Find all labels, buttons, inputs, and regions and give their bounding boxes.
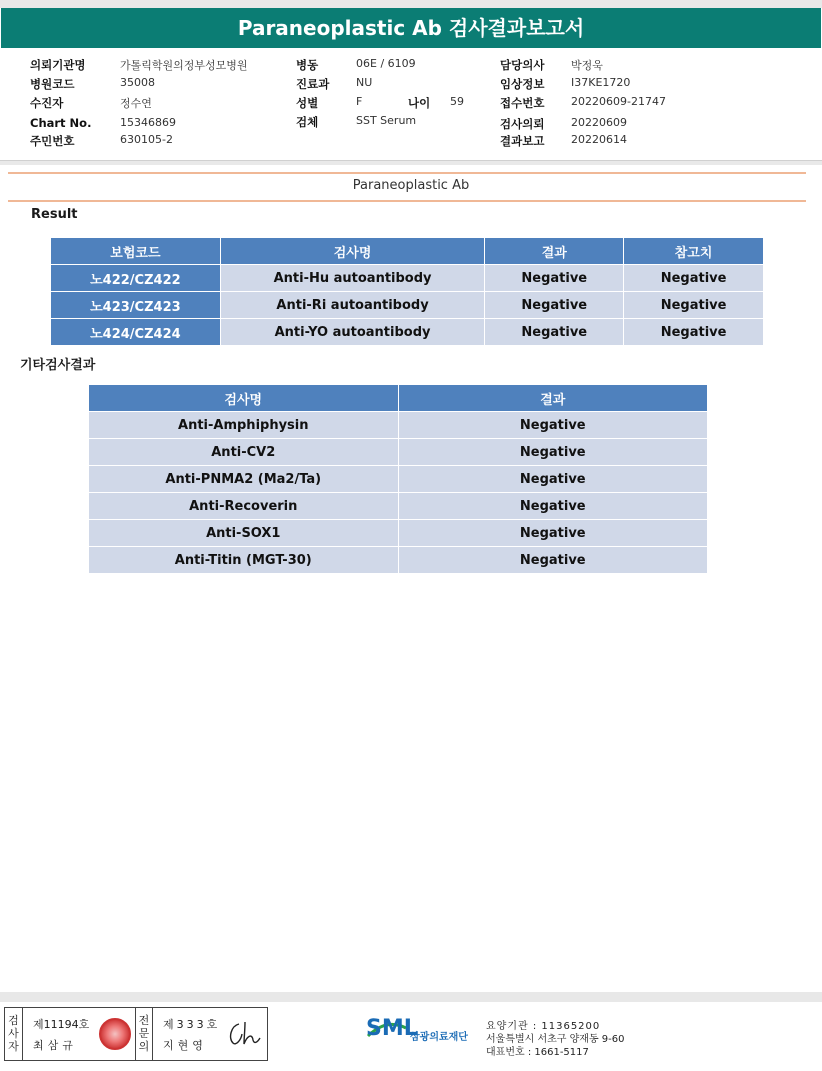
hosp-code-label: 병원코드 [30, 77, 75, 91]
test-result: Negative [398, 547, 707, 574]
clinical-value: I37KE1720 [571, 76, 631, 89]
signature-box [4, 1007, 268, 1061]
clinical-label: 임상정보 [500, 77, 545, 91]
examinee-value: 정수연 [120, 97, 152, 110]
test-result: Negative [398, 412, 707, 439]
reference-value: Negative [624, 265, 764, 292]
hospital-label: 의뢰기관명 [30, 58, 86, 72]
age-value: 59 [450, 95, 464, 108]
test-result: Negative [485, 319, 624, 346]
bottom-strip [0, 992, 822, 1002]
table-row [51, 292, 764, 319]
reference-value: Negative [624, 292, 764, 319]
test-result: Negative [398, 493, 707, 520]
report-value: 20220614 [571, 133, 627, 146]
test-result: Negative [485, 292, 624, 319]
test-name: Anti-YO autoantibody [220, 319, 485, 346]
sex-label: 성별 [296, 96, 319, 110]
table-row [89, 547, 708, 574]
ward-label: 병동 [296, 58, 319, 72]
resident-label: 주민번호 [30, 134, 75, 148]
resident-value: 630105-2 [120, 133, 173, 146]
request-value: 20220609 [571, 116, 627, 129]
request-label: 검사의뢰 [500, 117, 545, 131]
header-test-name: 검사명 [220, 238, 485, 265]
reference-value: Negative [624, 319, 764, 346]
insurance-code: 노424/CZ424 [51, 319, 221, 346]
chart-value: 15346869 [120, 116, 176, 129]
table-row [89, 493, 708, 520]
receipt-value: 20220609-21747 [571, 95, 666, 108]
chart-label: Chart No. [30, 116, 92, 130]
provider-code: 요양기관 : 11365200 [486, 1021, 601, 1032]
header-result: 결과 [485, 238, 624, 265]
sml-logo-text: SML [366, 1016, 418, 1041]
header-reference: 참고치 [624, 238, 764, 265]
specialist-number: 제333호 [163, 1018, 221, 1031]
test-name: Anti-SOX1 [89, 520, 399, 547]
table-row [51, 265, 764, 292]
header-test-name: 검사명 [89, 385, 399, 412]
test-name: Anti-Hu autoantibody [220, 265, 485, 292]
insurance-code: 노423/CZ423 [51, 292, 221, 319]
table-row [89, 520, 708, 547]
doctor-label: 담당의사 [500, 58, 545, 72]
top-strip [0, 0, 822, 8]
table-row [89, 412, 708, 439]
section-line-top [8, 172, 806, 174]
test-result: Negative [485, 265, 624, 292]
hosp-code-value: 35008 [120, 76, 155, 89]
table-row [89, 466, 708, 493]
inspector-name: 최삼규 [33, 1039, 77, 1052]
test-name: Anti-Recoverin [89, 493, 399, 520]
signature-icon [225, 1018, 263, 1050]
foundation-name: 삼광의료재단 [410, 1032, 468, 1043]
table-row [51, 319, 764, 346]
dept-value: NU [356, 76, 373, 89]
section-title: Paraneoplastic Ab [352, 178, 470, 193]
test-result: Negative [398, 439, 707, 466]
test-result: Negative [398, 520, 707, 547]
table-row [89, 439, 708, 466]
section-line-bottom [8, 200, 806, 202]
info-divider [0, 160, 822, 165]
test-name: Anti-Titin (MGT-30) [89, 547, 399, 574]
examinee-label: 수진자 [30, 96, 64, 110]
dept-label: 진료과 [296, 77, 330, 91]
report-title: Paraneoplastic Ab 검사결과보고서 [1, 8, 821, 48]
specimen-label: 검체 [296, 115, 319, 129]
ward-value: 06E / 6109 [356, 57, 416, 70]
inspector-number: 제11194호 [33, 1018, 90, 1031]
result-table [50, 237, 764, 346]
sex-value: F [356, 95, 363, 108]
receipt-label: 접수번호 [500, 96, 545, 110]
result-heading: Result [31, 207, 78, 222]
specimen-value: SST Serum [356, 114, 417, 127]
test-name: Anti-CV2 [89, 439, 399, 466]
doctor-value: 박정욱 [571, 59, 603, 72]
inspector-label: 검사자 [5, 1008, 23, 1060]
other-results-heading: 기타검사결과 [20, 358, 96, 373]
specialist-label: 전문의 [135, 1008, 153, 1060]
header-code: 보험코드 [51, 238, 221, 265]
foundation-address: 서울특별시 서초구 양재동 9-60 [486, 1034, 625, 1045]
phone-number: 대표번호 : 1661-5117 [486, 1047, 589, 1058]
hospital-value: 가톨릭학원의정부성모병원 [120, 59, 248, 72]
test-result: Negative [398, 466, 707, 493]
official-seal-icon [99, 1018, 131, 1050]
other-results-table [88, 384, 708, 574]
test-name: Anti-Amphiphysin [89, 412, 399, 439]
age-label: 나이 [408, 96, 431, 110]
test-name: Anti-PNMA2 (Ma2/Ta) [89, 466, 399, 493]
test-name: Anti-Ri autoantibody [220, 292, 485, 319]
report-label: 결과보고 [500, 134, 545, 148]
patient-info [0, 53, 822, 153]
header-result: 결과 [398, 385, 707, 412]
insurance-code: 노422/CZ422 [51, 265, 221, 292]
specialist-name: 지현영 [163, 1039, 207, 1052]
